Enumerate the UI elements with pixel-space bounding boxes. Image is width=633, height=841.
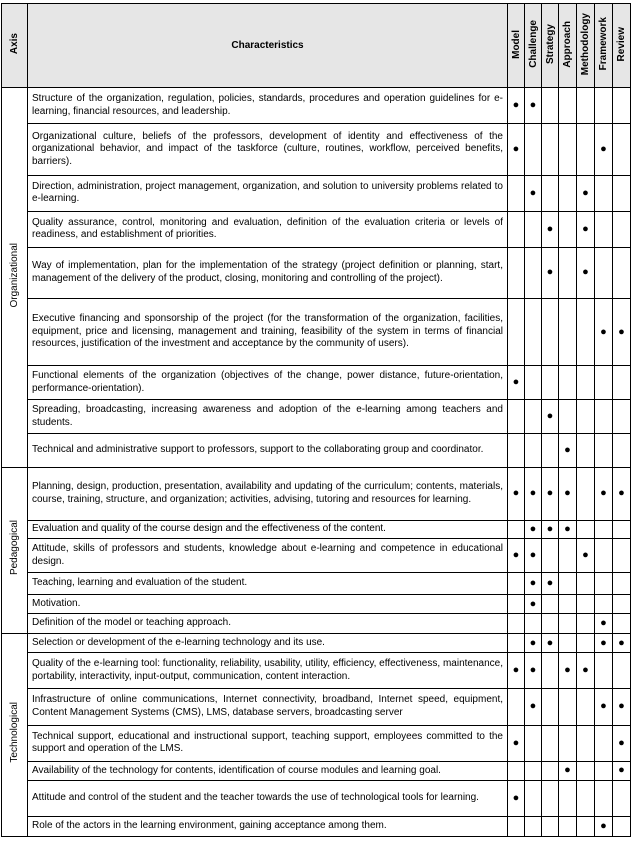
mark-cell-methodology (577, 400, 595, 434)
table-row (2, 725, 631, 761)
mark-cell-framework (595, 299, 613, 366)
characteristic-text: Executive financing and sponsorship of the project (for the transformation of the organization, facilities, equipment, price and licensing, management and training, feasibility of the system in terms of financial resources, justification of the investment and acceptance by the community of users). (28, 299, 508, 366)
table-row (2, 299, 631, 366)
mark-cell-strategy (542, 468, 559, 521)
mark-cell-framework (595, 247, 613, 299)
characteristic-text: Evaluation and quality of the course design and the effectiveness of the content. (28, 520, 508, 539)
mark-cell-review (613, 653, 631, 689)
header-model: Model (508, 4, 525, 88)
mark-cell-approach (559, 434, 577, 468)
table-row (2, 175, 631, 211)
mark-cell-framework (595, 761, 613, 781)
mark-cell-strategy (542, 247, 559, 299)
mark-cell-challenge (525, 247, 542, 299)
mark-cell-framework (595, 781, 613, 817)
mark-cell-strategy (542, 88, 559, 124)
mark-cell-model (508, 434, 525, 468)
header-approach: Approach (559, 4, 577, 88)
mark-cell-review (613, 725, 631, 761)
mark-cell-approach (559, 725, 577, 761)
mark-cell-approach (559, 211, 577, 247)
mark-cell-approach (559, 781, 577, 817)
bullet-mark: ● (546, 522, 554, 535)
mark-cell-methodology (577, 88, 595, 124)
bullet-mark: ● (600, 142, 607, 155)
mark-cell-strategy (542, 520, 559, 539)
mark-cell-approach (559, 400, 577, 434)
mark-cell-model (508, 366, 525, 400)
characteristic-text: Selection or development of the e-learning technology and its use. (28, 633, 508, 653)
table-row (2, 689, 631, 725)
bullet-mark: ● (512, 549, 520, 562)
mark-cell-approach (559, 468, 577, 521)
table-row (2, 781, 631, 817)
bullet-mark: ● (529, 664, 537, 677)
bullet-mark: ● (600, 617, 607, 630)
mark-cell-approach (559, 653, 577, 689)
mark-cell-review (613, 434, 631, 468)
table-row (2, 434, 631, 468)
characteristic-text: Motivation. (28, 594, 508, 614)
header-framework: Framework (595, 4, 613, 88)
mark-cell-methodology (577, 434, 595, 468)
mark-cell-challenge (525, 175, 542, 211)
mark-cell-approach (559, 299, 577, 366)
mark-cell-methodology (577, 299, 595, 366)
header-row (2, 4, 631, 88)
mark-cell-model (508, 124, 525, 176)
bullet-mark: ● (600, 820, 607, 833)
mark-cell-methodology (577, 689, 595, 725)
table-row (2, 366, 631, 400)
mark-cell-challenge (525, 88, 542, 124)
mark-cell-approach (559, 175, 577, 211)
mark-cell-methodology (577, 520, 595, 539)
bullet-mark: ● (529, 487, 537, 500)
table-row (2, 761, 631, 781)
mark-cell-model (508, 88, 525, 124)
bullet-mark: ● (546, 576, 554, 589)
mark-cell-strategy (542, 594, 559, 614)
mark-cell-approach (559, 633, 577, 653)
mark-cell-framework (595, 88, 613, 124)
characteristic-text: Definition of the model or teaching approach. (28, 614, 508, 634)
mark-cell-review (613, 594, 631, 614)
mark-cell-review (613, 689, 631, 725)
bullet-mark: ● (512, 376, 520, 389)
mark-cell-framework (595, 633, 613, 653)
mark-cell-framework (595, 211, 613, 247)
mark-cell-challenge (525, 614, 542, 634)
mark-cell-review (613, 88, 631, 124)
mark-cell-methodology (577, 468, 595, 521)
bullet-mark: ● (529, 700, 537, 713)
mark-cell-methodology (577, 247, 595, 299)
table-body (2, 88, 631, 837)
mark-cell-challenge (525, 124, 542, 176)
table-row (2, 400, 631, 434)
mark-cell-strategy (542, 573, 559, 595)
bullet-mark: ● (618, 764, 625, 777)
mark-cell-model (508, 633, 525, 653)
mark-cell-model (508, 761, 525, 781)
bullet-mark: ● (618, 700, 625, 713)
bullet-mark: ● (529, 549, 537, 562)
mark-cell-strategy (542, 400, 559, 434)
characteristic-text: Attitude, skills of professors and students, knowledge about e-learning and competence in educational design. (28, 539, 508, 573)
characteristic-text: Spreading, broadcasting, increasing awareness and adoption of the e-learning among teachers and students. (28, 400, 508, 434)
mark-cell-review (613, 614, 631, 634)
bullet-mark: ● (600, 700, 607, 713)
table-row (2, 594, 631, 614)
mark-cell-methodology (577, 175, 595, 211)
mark-cell-strategy (542, 211, 559, 247)
bullet-mark: ● (512, 736, 520, 749)
mark-cell-model (508, 468, 525, 521)
mark-cell-framework (595, 594, 613, 614)
axis-cell-technological (2, 633, 28, 836)
mark-cell-framework (595, 653, 613, 689)
mark-cell-approach (559, 761, 577, 781)
mark-cell-strategy (542, 299, 559, 366)
mark-cell-model (508, 520, 525, 539)
mark-cell-review (613, 211, 631, 247)
axis-label: Technological (9, 702, 20, 763)
mark-cell-methodology (577, 781, 595, 817)
mark-cell-challenge (525, 299, 542, 366)
bullet-mark: ● (546, 636, 554, 649)
mark-cell-framework (595, 366, 613, 400)
header-challenge: Challenge (525, 4, 542, 88)
characteristic-text: Organizational culture, beliefs of the professors, development of identity and effectiveness of the organizational behavior, and impact of the taskforce (culture, routines, workflow, perceived benefits, barriers). (28, 124, 508, 176)
mark-cell-methodology (577, 725, 595, 761)
table-row (2, 573, 631, 595)
bullet-mark: ● (564, 487, 571, 500)
mark-cell-challenge (525, 539, 542, 573)
characteristic-text: Role of the actors in the learning environment, gaining acceptance among them. (28, 817, 508, 837)
mark-cell-review (613, 400, 631, 434)
mark-cell-approach (559, 539, 577, 573)
table-row (2, 468, 631, 521)
mark-cell-strategy (542, 434, 559, 468)
characteristic-text: Structure of the organization, regulation, policies, standards, procedures and operation guidelines for e-learning, financial resources, and leadership. (28, 88, 508, 124)
bullet-mark: ● (546, 410, 554, 423)
table-row (2, 817, 631, 837)
mark-cell-methodology (577, 817, 595, 837)
characteristic-text: Attitude and control of the student and the teacher towards the use of technological tools for learning. (28, 781, 508, 817)
mark-cell-methodology (577, 211, 595, 247)
mark-cell-approach (559, 88, 577, 124)
header-methodology: Methodology (577, 4, 595, 88)
header-characteristics: Characteristics (28, 4, 508, 88)
characteristic-text: Quality of the e-learning tool: functionality, reliability, usability, utility, efficiency, effectiveness, maintenance, portability, interactivity, input-output, communication, content interaction. (28, 653, 508, 689)
bullet-mark: ● (582, 266, 589, 279)
characteristic-text: Way of implementation, plan for the implementation of the strategy (project definition or planning, start, management of the delivery of the product, closing, monitoring and controlling of the project). (28, 247, 508, 299)
mark-cell-strategy (542, 689, 559, 725)
mark-cell-methodology (577, 594, 595, 614)
mark-cell-review (613, 299, 631, 366)
characteristic-text: Technical and administrative support to professors, support to the collaborating group and coordinator. (28, 434, 508, 468)
mark-cell-methodology (577, 761, 595, 781)
bullet-mark: ● (600, 325, 607, 338)
header-strategy: Strategy (542, 4, 559, 88)
bullet-mark: ● (618, 325, 625, 338)
bullet-mark: ● (618, 736, 625, 749)
mark-cell-framework (595, 725, 613, 761)
mark-cell-challenge (525, 366, 542, 400)
axis-cell-organizational (2, 88, 28, 468)
mark-cell-framework (595, 520, 613, 539)
table-row (2, 614, 631, 634)
mark-cell-challenge (525, 573, 542, 595)
mark-cell-model (508, 653, 525, 689)
mark-cell-model (508, 539, 525, 573)
mark-cell-approach (559, 520, 577, 539)
mark-cell-model (508, 781, 525, 817)
mark-cell-strategy (542, 614, 559, 634)
mark-cell-challenge (525, 468, 542, 521)
characteristic-text: Availability of the technology for contents, identification of course modules and learning goal. (28, 761, 508, 781)
bullet-mark: ● (564, 444, 571, 457)
bullet-mark: ● (600, 487, 607, 500)
mark-cell-challenge (525, 594, 542, 614)
mark-cell-review (613, 247, 631, 299)
mark-cell-challenge (525, 689, 542, 725)
mark-cell-review (613, 175, 631, 211)
characteristic-text: Direction, administration, project management, organization, and solution to university problems related to e-learning. (28, 175, 508, 211)
mark-cell-model (508, 175, 525, 211)
mark-cell-framework (595, 175, 613, 211)
mark-cell-review (613, 633, 631, 653)
mark-cell-review (613, 781, 631, 817)
table-row (2, 124, 631, 176)
bullet-mark: ● (564, 764, 571, 777)
bullet-mark: ● (546, 487, 554, 500)
mark-cell-review (613, 366, 631, 400)
axis-label: Pedagogical (9, 520, 20, 576)
mark-cell-challenge (525, 761, 542, 781)
bullet-mark: ● (618, 636, 625, 649)
mark-cell-approach (559, 614, 577, 634)
mark-cell-framework (595, 400, 613, 434)
mark-cell-review (613, 573, 631, 595)
mark-cell-methodology (577, 539, 595, 573)
mark-cell-review (613, 124, 631, 176)
mark-cell-strategy (542, 725, 559, 761)
bullet-mark: ● (529, 186, 537, 199)
mark-cell-methodology (577, 366, 595, 400)
bullet-mark: ● (582, 664, 589, 677)
header-review: Review (613, 4, 631, 88)
characteristic-text: Quality assurance, control, monitoring and evaluation, definition of the evaluation criteria or levels of readiness, and establishment of priorities. (28, 211, 508, 247)
mark-cell-strategy (542, 653, 559, 689)
axis-cell-pedagogical (2, 468, 28, 634)
mark-cell-model (508, 817, 525, 837)
mark-cell-approach (559, 124, 577, 176)
mark-cell-review (613, 817, 631, 837)
table-row (2, 247, 631, 299)
bullet-mark: ● (512, 142, 520, 155)
mark-cell-approach (559, 594, 577, 614)
mark-cell-methodology (577, 124, 595, 176)
mark-cell-strategy (542, 761, 559, 781)
mark-cell-strategy (542, 175, 559, 211)
bullet-mark: ● (512, 664, 520, 677)
mark-cell-review (613, 761, 631, 781)
bullet-mark: ● (512, 792, 520, 805)
bullet-mark: ● (529, 636, 537, 649)
mark-cell-methodology (577, 573, 595, 595)
bullet-mark: ● (529, 99, 537, 112)
mark-cell-model (508, 725, 525, 761)
mark-cell-framework (595, 614, 613, 634)
mark-cell-methodology (577, 633, 595, 653)
table-row (2, 539, 631, 573)
mark-cell-approach (559, 247, 577, 299)
mark-cell-model (508, 247, 525, 299)
mark-cell-review (613, 468, 631, 521)
mark-cell-methodology (577, 614, 595, 634)
bullet-mark: ● (600, 636, 607, 649)
mark-cell-approach (559, 366, 577, 400)
mark-cell-model (508, 400, 525, 434)
mark-cell-review (613, 520, 631, 539)
mark-cell-challenge (525, 434, 542, 468)
bullet-mark: ● (546, 266, 554, 279)
mark-cell-challenge (525, 725, 542, 761)
mark-cell-challenge (525, 633, 542, 653)
table-row (2, 211, 631, 247)
mark-cell-framework (595, 573, 613, 595)
characteristic-text: Teaching, learning and evaluation of the student. (28, 573, 508, 595)
mark-cell-strategy (542, 633, 559, 653)
bullet-mark: ● (529, 597, 537, 610)
mark-cell-challenge (525, 211, 542, 247)
bullet-mark: ● (529, 576, 537, 589)
header-axis: Axis (2, 4, 28, 88)
characteristic-text: Functional elements of the organization (objectives of the change, power distance, future-orientation, performance-orientation). (28, 366, 508, 400)
mark-cell-strategy (542, 366, 559, 400)
mark-cell-framework (595, 689, 613, 725)
bullet-mark: ● (564, 664, 571, 677)
mark-cell-challenge (525, 520, 542, 539)
mark-cell-framework (595, 468, 613, 521)
mark-cell-methodology (577, 653, 595, 689)
characteristics-table (1, 3, 631, 837)
bullet-mark: ● (582, 186, 589, 199)
mark-cell-challenge (525, 781, 542, 817)
table-row (2, 520, 631, 539)
mark-cell-approach (559, 689, 577, 725)
mark-cell-strategy (542, 817, 559, 837)
mark-cell-review (613, 539, 631, 573)
bullet-mark: ● (512, 99, 520, 112)
bullet-mark: ● (564, 522, 571, 535)
bullet-mark: ● (546, 222, 554, 235)
mark-cell-model (508, 689, 525, 725)
mark-cell-challenge (525, 400, 542, 434)
mark-cell-strategy (542, 124, 559, 176)
bullet-mark: ● (582, 549, 589, 562)
mark-cell-model (508, 211, 525, 247)
table-row (2, 633, 631, 653)
axis-label: Organizational (9, 242, 20, 308)
characteristic-text: Technical support, educational and instructional support, teaching support, employees committed to the support and operation of the LMS. (28, 725, 508, 761)
mark-cell-model (508, 299, 525, 366)
mark-cell-strategy (542, 781, 559, 817)
mark-cell-challenge (525, 653, 542, 689)
mark-cell-strategy (542, 539, 559, 573)
mark-cell-framework (595, 434, 613, 468)
mark-cell-model (508, 594, 525, 614)
bullet-mark: ● (582, 222, 589, 235)
mark-cell-approach (559, 573, 577, 595)
characteristic-text: Infrastructure of online communications, Internet connectivity, broadband, Internet speed, equipment, Content Management Systems (CMS), LMS, database servers, broadcasting server (28, 689, 508, 725)
bullet-mark: ● (618, 487, 625, 500)
table-row (2, 88, 631, 124)
mark-cell-framework (595, 817, 613, 837)
mark-cell-model (508, 614, 525, 634)
characteristic-text: Planning, design, production, presentation, availability and updating of the curriculum; contents, materials, course, training, structure, and organization; activities, advising, tutoring and resources for learning. (28, 468, 508, 521)
bullet-mark: ● (512, 487, 520, 500)
mark-cell-framework (595, 539, 613, 573)
mark-cell-approach (559, 817, 577, 837)
mark-cell-framework (595, 124, 613, 176)
mark-cell-challenge (525, 817, 542, 837)
table-row (2, 653, 631, 689)
bullet-mark: ● (529, 522, 537, 535)
mark-cell-model (508, 573, 525, 595)
